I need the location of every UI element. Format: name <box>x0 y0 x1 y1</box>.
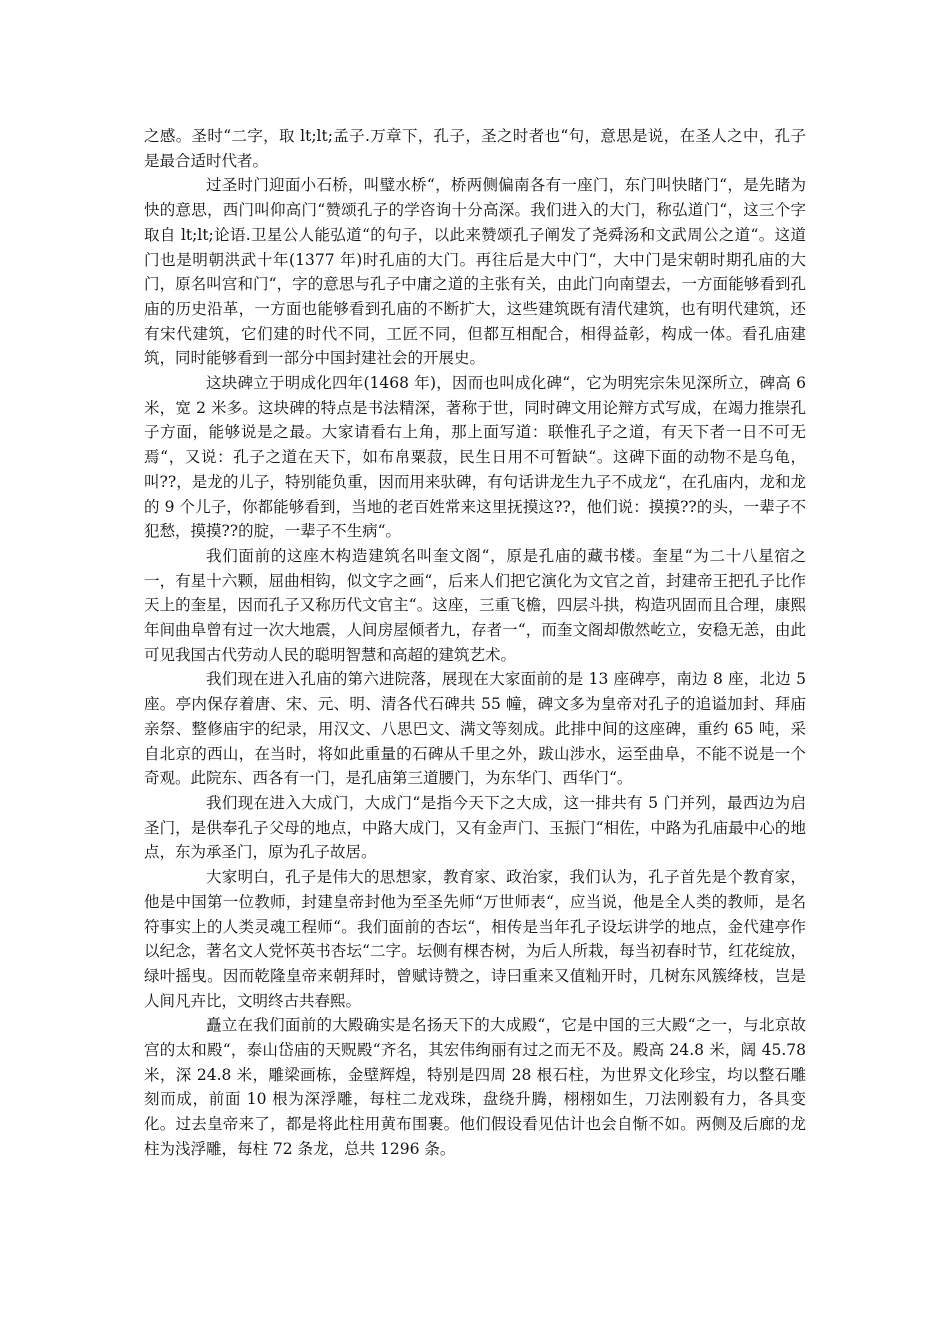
paragraph-1: 之感。圣时“二字，取 lt;lt;孟子.万章下，孔子，圣之时者也“句，意思是说，在圣人之中，孔子是最合适时代者。 <box>144 127 806 170</box>
document-body <box>144 124 806 1162</box>
paragraph-3: 这块碑立于明成化四年(1468 年)，因而也叫成化碑“，它为明宪宗朱见深所立，碑高 6 米，宽 2 米多。这块碑的特点是书法精深，著称于世，同时碑文用论辩方式写成，在竭力推崇孔子方面，能够说是之最。大家请看右上角，那上面写道：联惟孔子之道，有天下者一日不可无焉“，又说：孔子之道在天下，如布帛粟菽，民生日用不可暂缺“。这碑下面的动物不是乌龟，叫??，是龙的儿子，特别能负重，因而用来驮碑，有句话讲龙生九子不成龙“，在孔庙内，龙和龙的 9 个儿子，你都能够看到，当地的老百姓常来这里抚摸这??，他们说：摸摸??的头，一辈子不犯愁，摸摸??的腚，一辈子不生病“。 <box>144 374 806 541</box>
paragraph-2: 过圣时门迎面小石桥，叫璧水桥“，桥两侧偏南各有一座门，东门叫快睹门“，是先睹为快的意思，西门叫仰高门“赞颂孔子的学咨询十分高深。我们进入的大门，称弘道门“，这三个字取自 lt;lt;论语.卫星公人能弘道“的句子，以此来赞颂孔子阐发了尧舜汤和文武周公之道“。这道门也是明朝洪武十年(1377 年)时孔庙的大门。再往后是大中门“，大中门是宋朝时期孔庙的大门，原名叫宫和门“，字的意思与孔子中庸之道的主张有关，由此门向南望去，一方面能够看到孔庙的历史沿革，一方面也能够看到孔庙的不断扩大，这些建筑既有清代建筑，也有明代建筑，还有宋代建筑，它们建的时代不同，工匠不同，但都互相配合，相得益彰，构成一体。看孔庙建筑，同时能够看到一部分中国封建社会的开展史。 <box>144 176 806 368</box>
paragraph-7: 大家明白，孔子是伟大的思想家，教育家、政治家，我们认为，孔子首先是个教育家，他是中国第一位教师，封建皇帝封他为至圣先师“万世师表“，应当说，他是全人类的教师，是名符事实上的人类灵魂工程师“。我们面前的杏坛“，相传是当年孔子设坛讲学的地点，金代建亭作以纪念，著名文人党怀英书杏坛“二字。坛侧有棵杏树，为后人所栽，每当初春时节，红花绽放，绿叶摇曳。因而乾隆皇帝来朝拜时，曾赋诗赞之，诗曰重来又值籼开时，几树东风簇绛枝，岂是人间凡卉比，文明终古共春熙。 <box>144 868 806 1010</box>
paragraph-6: 我们现在进入大成门，大成门“是指今天下之大成，这一排共有 5 门并列，最西边为启圣门，是供奉孔子父母的地点，中路大成门，又有金声门、玉振门“相佐，中路为孔庙最中心的地点，东为承圣门，原为孔子故居。 <box>144 793 806 862</box>
paragraph-4: 我们面前的这座木构造建筑名叫奎文阁“，原是孔庙的藏书楼。奎星“为二十八星宿之一，有星十六颗，屈曲相钩，似文字之画“，后来人们把它演化为文官之首，封建帝王把孔子比作天上的奎星，因而孔子又称历代文官主“。这座，三重飞檐，四层斗拱，构造巩固而且合理，康熙年间曲阜曾有过一次大地震，人间房屋倾者九，存者一“，而奎文阁却傲然屹立，安稳无恙，由此可见我国古代劳动人民的聪明智慧和高超的建筑艺术。 <box>144 546 806 664</box>
paragraph-8: 矗立在我们面前的大殿确实是名扬天下的大成殿“，它是中国的三大殿“之一，与北京故宫的太和殿“，泰山岱庙的天贶殿“齐名，其宏伟绚丽有过之而无不及。殿高 24.8 米，阔 45.78 米，深 24.8 米，雕梁画栋，金壁辉煌，特别是四周 28 根石柱，为世界文化珍宝，均以整石雕刻而成，前面 10 根为深浮雕，每柱二龙戏珠，盘绕升腾，栩栩如生，刀法刚毅有力，各具变化。过去皇帝来了，都是将此柱用黄布围裹。他们假设看见估计也会自惭不如。两侧及后廊的龙柱为浅浮雕，每柱 72 条龙，总共 1296 条。 <box>144 1016 806 1158</box>
paragraph-5: 我们现在进入孔庙的第六进院落，展现在大家面前的是 13 座碑亭，南边 8 座，北边 5 座。亭内保存着唐、宋、元、明、清各代石碑共 55 幢，碑文多为皇帝对孔子的追谥加封、拜庙亲祭、整修庙宇的纪录，用汉文、八思巴文、满文等刻成。此排中间的这座碑，重约 65 吨，采自北京的西山，在当时，将如此重量的石碑从千里之外，跋山涉水，运至曲阜，不能不说是一个奇观。此院东、西各有一门，是孔庙第三道腰门，为东华门、西华门“。 <box>144 670 806 788</box>
